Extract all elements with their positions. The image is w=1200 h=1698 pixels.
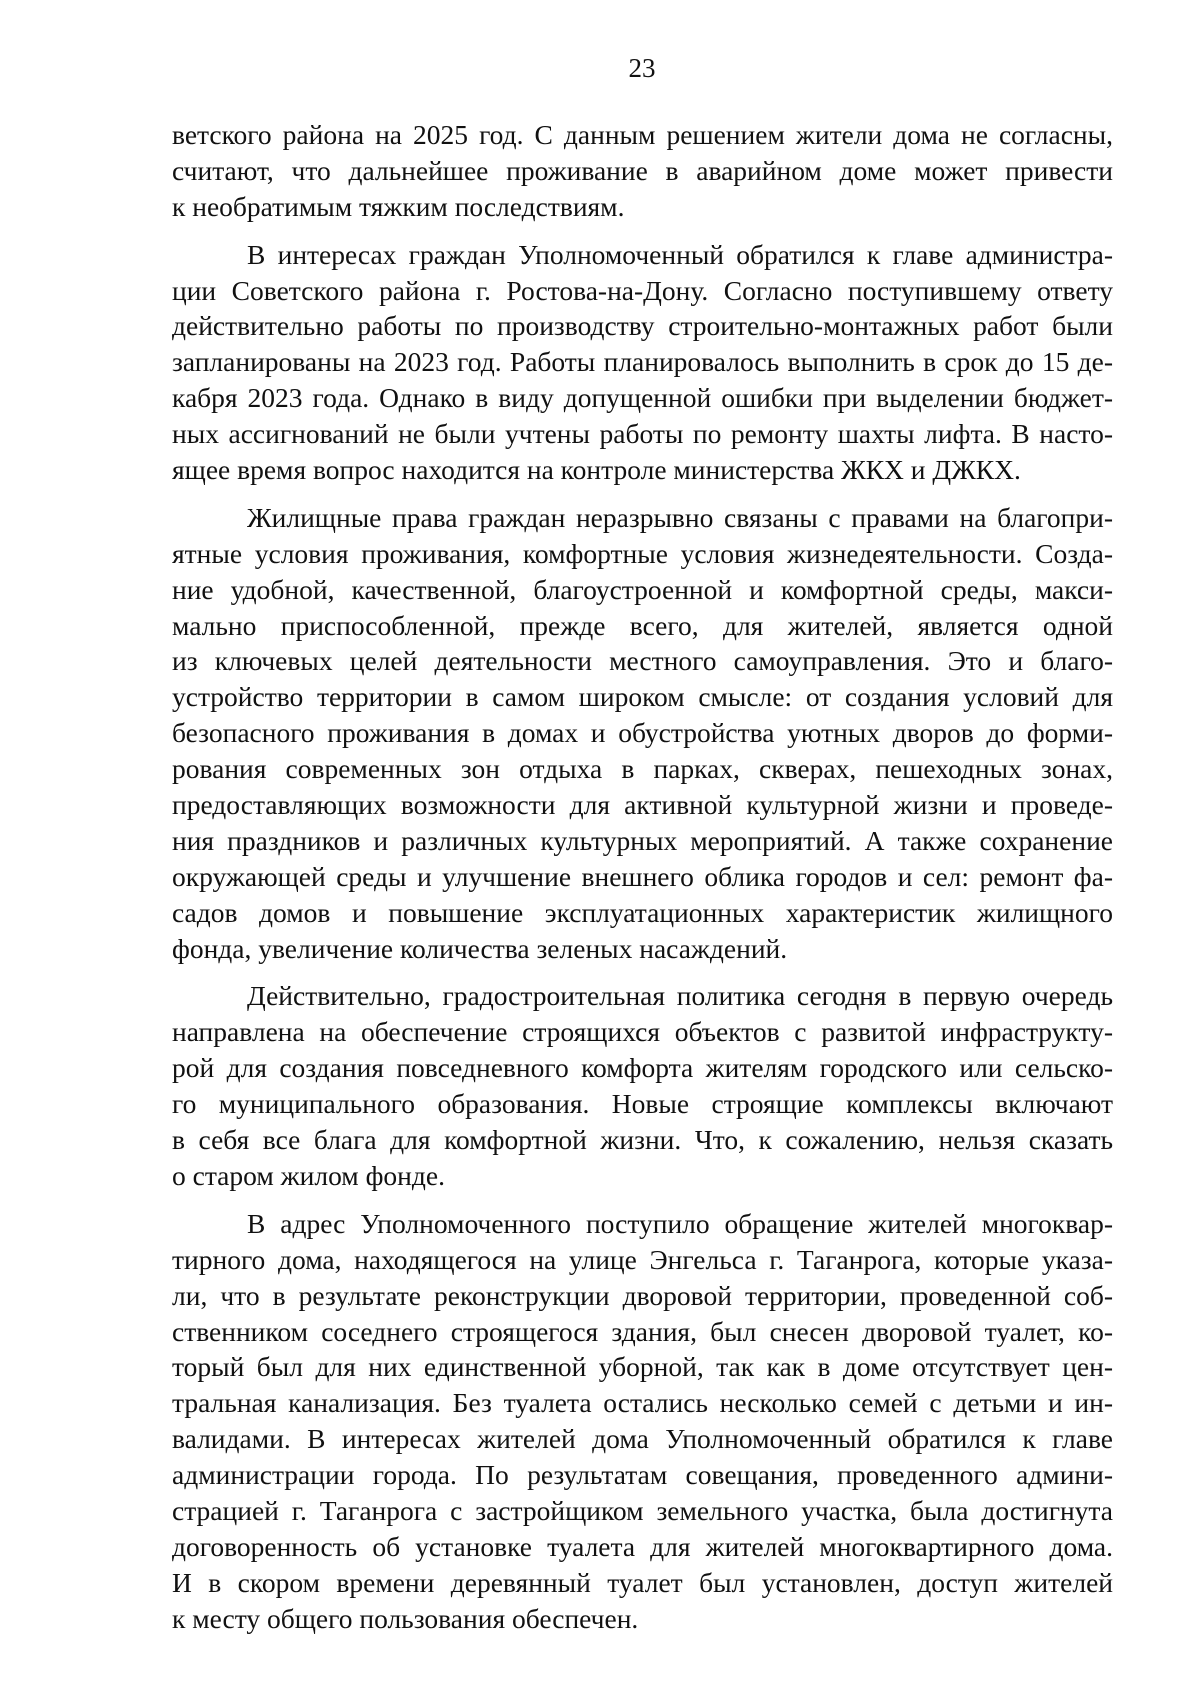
text-line: валидами. В интересах жителей дома Уполномоченный обратился к главе [172, 1423, 1113, 1455]
text-line: тральная канализация. Без туалета остались несколько семей с детьми и ин- [172, 1387, 1113, 1419]
text-line: ции Советского района г. Ростова-на-Дону. Согласно поступившему ответу [172, 274, 1113, 306]
text-line: ных ассигнований не были учтены работы по ремонту шахты лифта. В насто- [172, 418, 1113, 450]
text-line: В интересах граждан Уполномоченный обратился к главе администра- [247, 238, 1113, 270]
text-line: из ключевых целей деятельности местного самоуправления. Это и благо- [172, 645, 1113, 677]
text-line: кабря 2023 года. Однако в виду допущенной ошибки при выделении бюджет- [172, 382, 1113, 414]
text-line: ящее время вопрос находится на контроле министерства ЖКХ и ДЖКХ. [172, 454, 1021, 486]
text-line: администрации города. По результатам совещания, проведенного админи- [172, 1459, 1113, 1491]
text-line: к необратимым тяжким последствиям. [172, 190, 625, 222]
text-line: ятные условия проживания, комфортные условия жизнедеятельности. Созда- [172, 537, 1113, 569]
text-line: садов домов и повышение эксплуатационных характеристик жилищного [172, 896, 1113, 928]
text-line: рования современных зон отдыха в парках, скверах, пешеходных зонах, [172, 753, 1113, 785]
text-line: И в скором времени деревянный туалет был установлен, доступ жителей [172, 1566, 1113, 1598]
text-line: фонда, увеличение количества зеленых насаждений. [172, 932, 788, 964]
paragraph [172, 500, 1113, 967]
text-line: торый был для них единственной уборной, так как в доме отсутствует цен- [172, 1351, 1113, 1383]
text-line: ние удобной, качественной, благоустроенной и комфортной среды, макси- [172, 573, 1113, 605]
text-line: устройство территории в самом широком смысле: от создания условий для [172, 681, 1113, 713]
text-line: Действительно, градостроительная политика сегодня в первую очередь [247, 980, 1113, 1012]
text-line: к месту общего пользования обеспечен. [172, 1602, 639, 1634]
text-line: ли, что в результате реконструкции дворовой территории, проведенной соб- [172, 1279, 1113, 1311]
text-line: в себя все блага для комфортной жизни. Что, к сожалению, нельзя сказать [172, 1124, 1113, 1156]
body-text [172, 117, 1113, 1649]
text-line: считают, что дальнейшее проживание в аварийном доме может привести [172, 154, 1113, 186]
text-line: ветского района на 2025 год. С данным решением жители дома не согласны, [172, 119, 1113, 150]
text-line: ния праздников и различных культурных мероприятий. А также сохранение [172, 824, 1113, 856]
text-line: окружающей среды и улучшение внешнего облика городов и сел: ремонт фа- [172, 860, 1113, 892]
text-line: запланированы на 2023 год. Работы планировалось выполнить в срок до 15 де- [172, 346, 1113, 378]
text-line: безопасного проживания в домах и обустройства уютных дворов до форми- [172, 717, 1113, 749]
text-line: предоставляющих возможности для активной культурной жизни и проведе- [172, 789, 1113, 821]
paragraph [172, 237, 1113, 488]
paragraph [172, 978, 1113, 1193]
text-line: Жилищные права граждан неразрывно связаны с правами на благопри- [247, 501, 1113, 533]
text-line: го муниципального образования. Новые строящие комплексы включают [172, 1088, 1113, 1120]
page-number: 23 [628, 53, 656, 83]
text-line: действительно работы по производству строительно-монтажных работ были [172, 310, 1113, 342]
text-line: договоренность об установке туалета для жителей многоквартирного дома. [172, 1530, 1113, 1562]
text-line: страцией г. Таганрога с застройщиком земельного участка, была достигнута [172, 1494, 1113, 1526]
text-line: о старом жилом фонде. [172, 1159, 445, 1191]
text-line: мально приспособленной, прежде всего, для жителей, является одной [172, 609, 1113, 641]
text-line: направлена на обеспечение строящихся объектов с развитой инфраструкту- [172, 1016, 1113, 1048]
text-line: тирного дома, находящегося на улице Энгельса г. Таганрога, которые указа- [172, 1243, 1113, 1275]
paragraph [172, 1206, 1113, 1637]
text-line: рой для создания повседневного комфорта жителям городского или сельско- [172, 1052, 1113, 1084]
paragraph [172, 117, 1113, 225]
text-line: ственником соседнего строящегося здания, был снесен дворовой туалет, ко- [172, 1315, 1113, 1347]
text-line: В адрес Уполномоченного поступило обращение жителей многоквар- [247, 1207, 1113, 1239]
